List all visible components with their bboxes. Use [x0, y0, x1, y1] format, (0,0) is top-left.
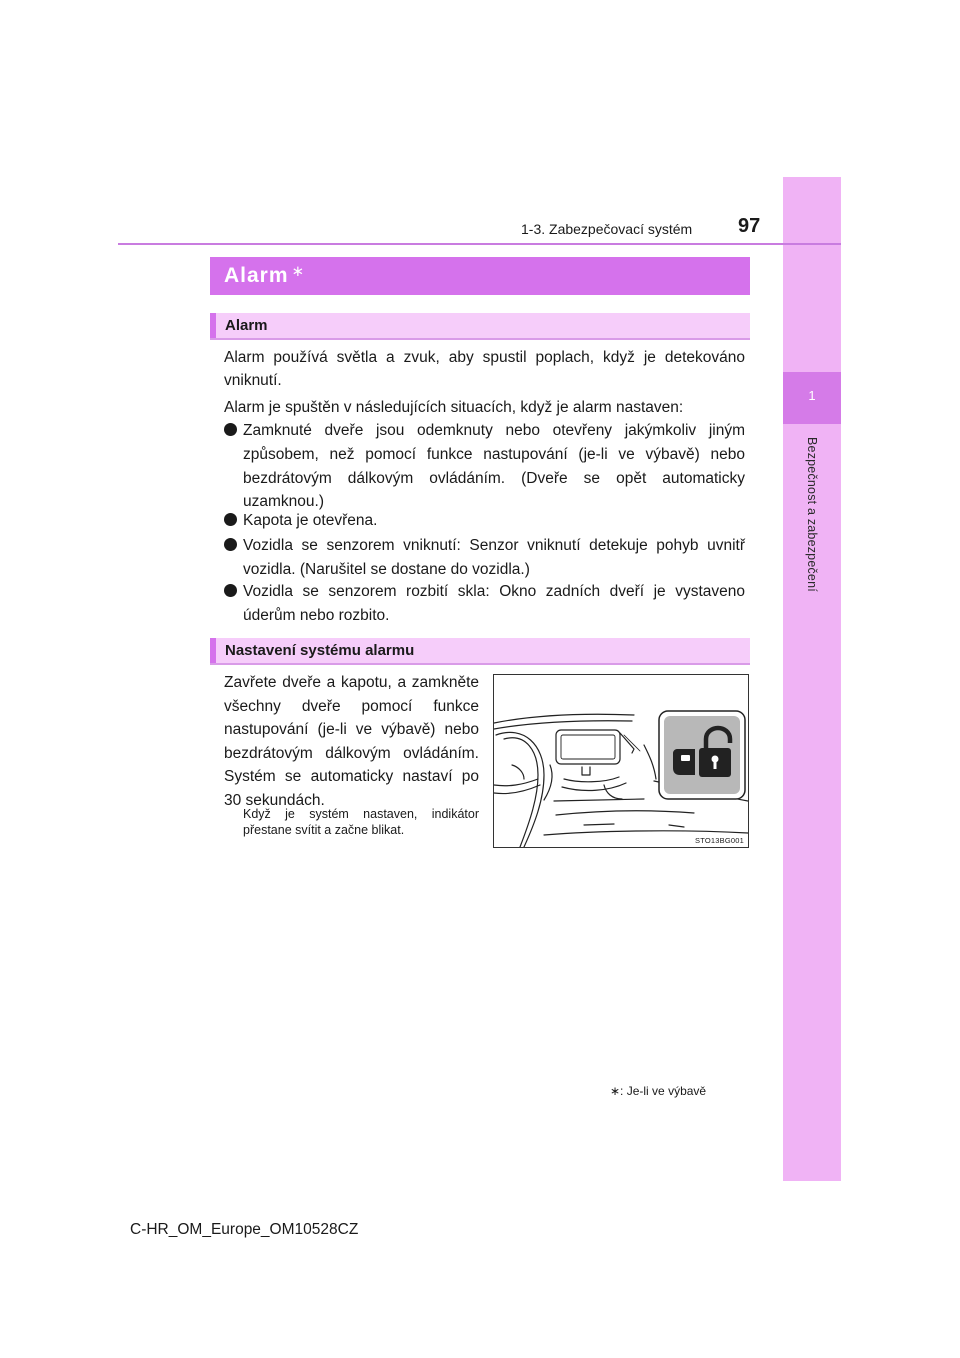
list-item	[224, 419, 745, 514]
subheading-marker	[210, 638, 216, 663]
optional-equipment-mark: ∗	[291, 263, 305, 280]
list-item-text: Vozidla se senzorem vniknutí: Senzor vniknutí detekuje pohyb uvnitř vozidla. (Narušitel se dostane do vozidla.)	[243, 537, 745, 578]
lead-paragraph: Alarm je spuštěn v následujících situacích, když je alarm nastaven:	[224, 399, 684, 416]
header-rule	[118, 243, 841, 245]
list-item-text: Vozidla se senzorem rozbití skla: Okno zadních dveří je vystaveno úderům nebo rozbito.	[243, 583, 745, 624]
bullet-icon	[224, 423, 237, 436]
chapter-tab	[783, 177, 841, 1181]
footnote: ∗: Je-li ve výbavě	[610, 1084, 707, 1098]
figure-code: STO13BG001	[695, 836, 744, 845]
subheading-text: Alarm	[225, 317, 268, 334]
setting-paragraph: Zavřete dveře a kapotu, a zamkněte všechny dveře pomocí funkce nastupování (je-li ve výbavě) nebo bezdrátovým dálkovým ovládáním. Systém se automaticky nastaví po 30 sekundách.	[224, 674, 479, 809]
list-item-text: Zamknuté dveře jsou odemknuty nebo otevřeny jakýmkoliv jiným způsobem, než pomocí funkce nastupování (je-li ve výbavě) nebo bezdrátovým dálkovým ovládáním. (Dveře se opět automaticky uzamknou.)	[243, 422, 745, 511]
subheading-alarm-setting	[210, 638, 750, 665]
dashboard-illustration	[494, 675, 748, 847]
list-item-text: Kapota je otevřena.	[243, 512, 378, 529]
section-title: 1-3. Zabezpečovací systém	[521, 221, 693, 237]
subheading-text: Nastavení systému alarmu	[225, 642, 415, 659]
page-number: 97	[738, 215, 761, 237]
subheading-alarm	[210, 313, 750, 340]
document-code: C-HR_OM_Europe_OM10528CZ	[130, 1221, 359, 1238]
bullet-icon	[224, 538, 237, 551]
bullet-icon	[224, 513, 237, 526]
page-title: Alarm	[224, 264, 289, 287]
page-title-bar	[210, 257, 750, 295]
subheading-marker	[210, 313, 216, 338]
list-item	[224, 509, 745, 533]
list-item	[224, 580, 745, 627]
security-indicator-illustration	[493, 674, 749, 848]
chapter-title: Bezpečnost a zabezpečení	[805, 437, 819, 592]
bullet-icon	[224, 584, 237, 597]
indicator-note: Když je systém nastaven, indikátor přestane svítit a začne blikat.	[243, 807, 479, 837]
chapter-number: 1	[808, 388, 816, 403]
intro-paragraph: Alarm používá světla a zvuk, aby spustil poplach, když je detekováno vniknutí.	[224, 349, 745, 389]
list-item	[224, 534, 745, 581]
